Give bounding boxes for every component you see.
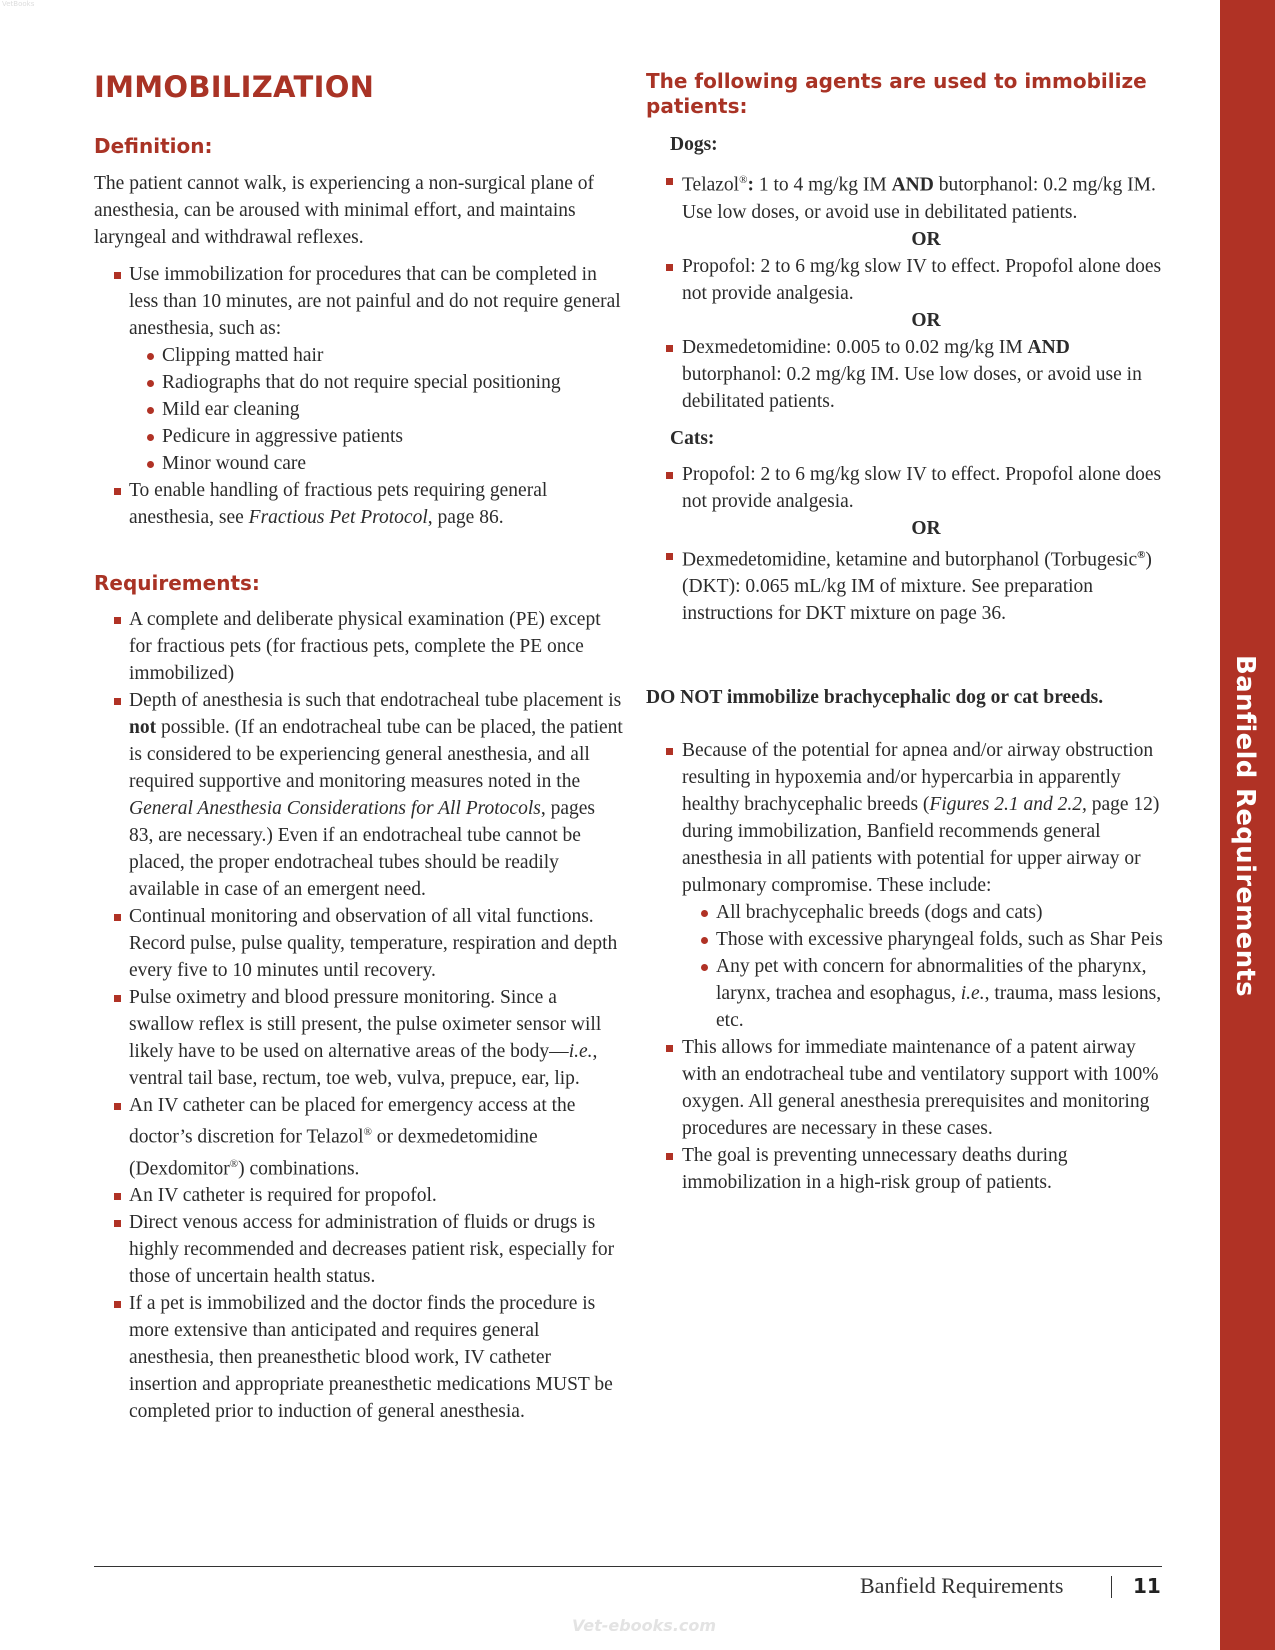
list-subitem: Those with excessive pharyngeal folds, such as Shar Peis bbox=[646, 926, 1166, 953]
list-item: The goal is preventing unnecessary deaths during immobilization in a high-risk group of patients. bbox=[646, 1142, 1166, 1196]
list-item: Because of the potential for apnea and/or airway obstruction resulting in hypoxemia and/or hypercarbia in apparently healthy brachycephalic breeds (Figures 2.1 and 2.2, page 12) during immobilization, Banfield recommends general anesthesia in all patients with potential for upper airway or pulmonary compromise. These include: bbox=[646, 737, 1166, 899]
list-item: To enable handling of fractious pets requiring general anesthesia, see Fractious Pet Protocol, page 86. bbox=[94, 477, 624, 531]
list-subitem: All brachycephalic breeds (dogs and cats) bbox=[646, 899, 1166, 926]
list-item: Dexmedetomidine, ketamine and butorphanol (Torbugesic®) (DKT): 0.065 mL/kg IM of mixture. See preparation instructions for DKT mixture on page 36. bbox=[646, 542, 1166, 628]
list-subitem: Any pet with concern for abnormalities of the pharynx, larynx, trachea and esophagus, i.e., trauma, mass lesions, etc. bbox=[646, 953, 1166, 1034]
footer-label: Banfield Requirements bbox=[860, 1573, 1064, 1598]
list-item: Continual monitoring and observation of all vital functions. Record pulse, pulse quality, temperature, respiration and depth every five to 10 minutes until recovery. bbox=[94, 903, 624, 984]
page-title: IMMOBILIZATION bbox=[94, 70, 375, 104]
list-item: An IV catheter is required for propofol. bbox=[94, 1182, 624, 1209]
list-subitem: Mild ear cleaning bbox=[94, 396, 624, 423]
list-item: Propofol: 2 to 6 mg/kg slow IV to effect. Propofol alone does not provide analgesia. bbox=[646, 253, 1166, 307]
list-item: An IV catheter can be placed for emergency access at the doctor’s discretion for Telazol® or dexmedetomidine (Dexdomitor®) combinations. bbox=[94, 1092, 624, 1182]
list-item: Pulse oximetry and blood pressure monitoring. Since a swallow reflex is still present, the pulse oximeter sensor will likely have to be used on alternative areas of the body—i.e., ventral tail base, rectum, toe web, vulva, prepuce, ear, lip. bbox=[94, 984, 624, 1092]
list-item: If a pet is immobilized and the doctor finds the procedure is more extensive than anticipated and requires general anesthesia, then preanesthetic blood work, IV catheter insertion and appropriate preanesthetic medications MUST be completed prior to induction of general anesthesia. bbox=[94, 1290, 624, 1425]
list-item: Depth of anesthesia is such that endotracheal tube placement is not possible. (If an endotracheal tube can be placed, the patient is considered to be experiencing general anesthesia, and all required supportive and monitoring measures noted in the General Anesthesia Considerations for All Protocols, pages 83, are necessary.) Even if an endotracheal tube cannot be placed, the proper endotracheal tubes should be readily available in case of an emergent need. bbox=[94, 687, 624, 903]
page-number: 11 bbox=[1133, 1574, 1161, 1598]
footer-divider bbox=[94, 1566, 1162, 1567]
list-subitem: Radiographs that do not require special positioning bbox=[94, 369, 624, 396]
dogs-section bbox=[646, 131, 1166, 627]
or-separator: OR bbox=[911, 228, 941, 250]
corner-watermark: VetBooks bbox=[2, 0, 35, 8]
requirements-heading: Requirements: bbox=[94, 571, 260, 595]
watermark: Vet-ebooks.com bbox=[572, 1616, 717, 1635]
list-subitem: Clipping matted hair bbox=[94, 342, 624, 369]
warning-text: DO NOT immobilize brachycephalic dog or cat breeds. bbox=[646, 687, 1104, 708]
definition-heading: Definition: bbox=[94, 134, 213, 158]
list-item: Use immobilization for procedures that can be completed in less than 10 minutes, are not painful and do not require general anesthesia, such as: bbox=[94, 261, 624, 342]
cats-label: Cats: bbox=[670, 427, 715, 449]
list-item: This allows for immediate maintenance of a patent airway with an endotracheal tube and ventilatory support with 100% oxygen. All general anesthesia prerequisites and monitoring procedures are necessary in these cases. bbox=[646, 1034, 1166, 1142]
requirements-list bbox=[94, 606, 624, 1425]
dogs-label: Dogs: bbox=[670, 134, 718, 155]
or-separator: OR bbox=[911, 309, 941, 331]
agents-heading: The following agents are used to immobilize patients: bbox=[646, 69, 1147, 118]
list-subitem: Minor wound care bbox=[94, 450, 624, 477]
or-separator: OR bbox=[911, 517, 941, 539]
definition-text: The patient cannot walk, is experiencing a non-surgical plane of anesthesia, can be aroused with minimal effort, and maintains laryngeal and withdrawal reflexes. bbox=[94, 173, 594, 248]
list-item: Propofol: 2 to 6 mg/kg slow IV to effect. Propofol alone does not provide analgesia. bbox=[646, 461, 1166, 515]
list-item: Telazol®: 1 to 4 mg/kg IM AND butorphanol: 0.2 mg/kg IM. Use low doses, or avoid use in debilitated patients. bbox=[646, 167, 1166, 226]
list-item: Direct venous access for administration of fluids or drugs is highly recommended and decreases patient risk, especially for those of uncertain health status. bbox=[94, 1209, 624, 1290]
list-subitem: Pedicure in aggressive patients bbox=[94, 423, 624, 450]
sidebar-title: Banfield Requirements bbox=[1230, 655, 1260, 997]
list-item: Dexmedetomidine: 0.005 to 0.02 mg/kg IM AND butorphanol: 0.2 mg/kg IM. Use low doses, or avoid use in debilitated patients. bbox=[646, 334, 1166, 415]
warning-list bbox=[646, 737, 1166, 1196]
list-item: A complete and deliberate physical examination (PE) except for fractious pets (for fractious pets, complete the PE once immobilized) bbox=[94, 606, 624, 687]
footer-separator bbox=[1111, 1576, 1112, 1598]
definition-list bbox=[94, 261, 624, 531]
